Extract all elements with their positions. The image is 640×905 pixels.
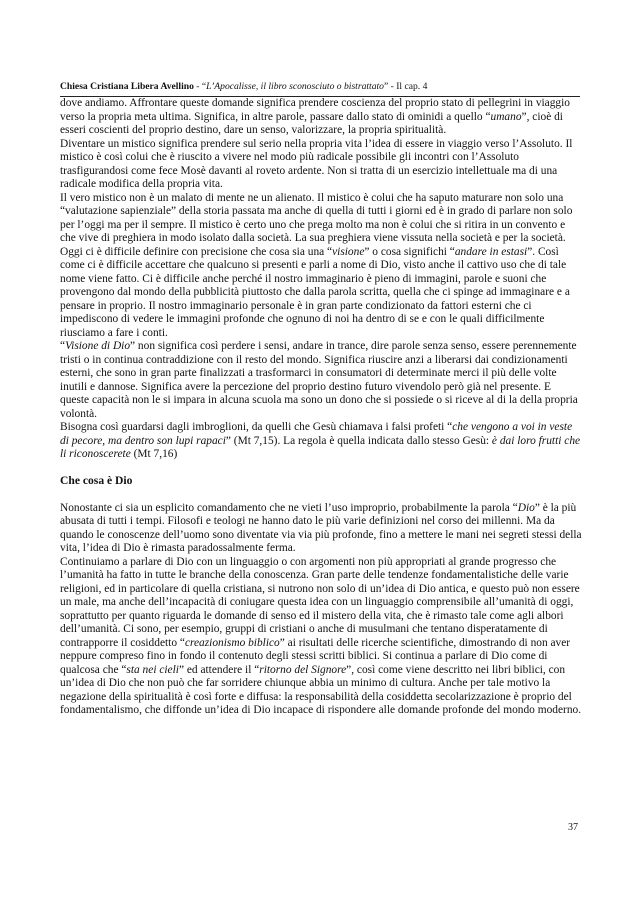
- header-organization: Chiesa Cristiana Libera Avellino: [60, 81, 194, 92]
- text-run: ”. Così come ci è difficile accettare che qualcuno si presenti e parli a nome di Dio, visto anche il cattivo uso che di tale nome viene fatto. Ci è difficile anche perché il nostro immaginario è pieno di immagini, parole e suoni che provengono dal mondo della pubblicità piuttosto che dalla parola scritta, quella che ci spinge ad immaginare e a pensare in proprio. Il nostro immaginario personale è in gran parte condizionato da fattori esterni che ci impediscono di vedere le immagini profonde che ognuno di noi ha dentro di se e con le quali difficilmente riusciamo a fare i conti.: [60, 245, 570, 339]
- italic-text: Visione di Dio: [65, 340, 131, 352]
- header-chapter: ” - Il cap. 4: [383, 81, 428, 92]
- page-body: [60, 97, 582, 718]
- text-run: “: [60, 340, 66, 352]
- text-run: Oggi ci è difficile definire con precisione che cosa sia una “: [60, 245, 333, 258]
- body-paragraphs: [60, 97, 582, 462]
- paragraph: [60, 556, 582, 718]
- italic-text: sta nei cieli: [126, 663, 179, 676]
- text-run: ” (Mt 7,15). La regola è quella indicata dallo stesso Gesù:: [225, 434, 492, 447]
- text-run: ” ai risultati delle ricerche scientifiche, dimostrando di non aver neppure compreso fino in fondo il contenuto degli stessi scritti biblici. Si continua a parlare di Dio come di qualcosa che “: [60, 636, 571, 676]
- text-run: Diventare un mistico significa prendere sul serio nella propria vita l’idea di essere in viaggio verso l’Assoluto. Il mistico è così colui che è riuscito a vivere nel modo più radicale possibile gli incontri con l’Assoluto trasfigurandosi come fece Mosè davanti al roveto ardente. Non si tratta di un esercizio intellettuale ma di una radicale modifica della propria vita.: [60, 137, 573, 190]
- text-run: Il vero mistico non è un malato di mente ne un alienato. Il mistico è colui che ha saputo maturare non solo una “valutazione sapienziale” della storia passata ma anche di quella di tutti i giorni ed è in grado di parlare non solo per l’oggi ma per il sempre. Il mistico è certo uno che prega molto ma non è colui che si ritira in un convento e che vive di preghiera in modo isolato dalla società. La sua preghiera viene vissuta nella società e per la società.: [60, 191, 573, 244]
- text-run: Bisogna così guardarsi dagli imbroglioni, da quelli che Gesù chiamava i falsi profeti “: [60, 421, 453, 433]
- section-paragraphs: [60, 502, 582, 718]
- paragraph: [60, 192, 582, 246]
- italic-text: che vengono a voi in veste di pecore, ma dentro son lupi rapaci: [60, 421, 573, 447]
- text-run: ” o cosa significhi “: [364, 245, 455, 258]
- text-run: ” non significa così perdere i sensi, andare in trance, dire parole senza senso, essere perennemente tristi o in continua contraddizione con il resto del mondo. Significa riuscire anzi a liberarsi dai condizionamenti esterni, che sono in gran parte finalizzati a trasformarci in consumatori di determinate merci il più delle volte inutili e dannose. Significa avere la percezione del proprio destino futuro vivendolo però già nel presente. E queste capacità non le si impara in alcuna scuola ma sono un dono che si possiede o si riceve al di la della propria volontà.: [60, 340, 578, 420]
- paragraph: [60, 97, 582, 138]
- text-run: ”, cioè di esseri coscienti del proprio destino, dare un senso, valorizzare, la propria spiritualità.: [60, 110, 563, 136]
- paragraph: [60, 502, 582, 556]
- italic-text: ritorno del Signore: [259, 663, 347, 676]
- header-separator: - “: [193, 81, 207, 92]
- paragraph: [60, 246, 582, 341]
- italic-text: andare in estasi: [454, 245, 528, 258]
- italic-text: è dai loro frutti che li riconoscerete: [60, 434, 581, 460]
- italic-text: visione: [332, 245, 365, 258]
- text-run: Nonostante ci sia un esplicito comandamento che ne vieti l’uso improprio, probabilmente la parola “: [60, 501, 518, 514]
- text-run: (Mt 7,16): [130, 448, 178, 460]
- italic-text: Dio: [517, 501, 535, 514]
- header-book-title: L’Apocalisse, il libro sconosciuto o bistrattato: [206, 81, 384, 92]
- text-run: Continuiamo a parlare di Dio con un linguaggio o con argomenti non più appropriati al grande progresso che l’umanità ha fatto in tutte le branche della conoscenza. Gran parte delle tendenze fondamentalistiche delle varie religioni, ed in particolare di quella cristiana, si nutrono non solo di un’idea di Dio antica, e questo può non essere un male, ma anche dell’incapacità di coniugare questa idea con un linguaggio comprensibile all’umanità di oggi, soprattutto per quanto riguarda le domande di senso ed il mistero della vita, che è rimasto tale come agli albori dell’umanità. Ci sono, per esempio, gruppi di cristiani o anche di musulmani che tentano disperatamente di contrapporre il cosiddetto “: [60, 555, 580, 649]
- text-run: ”, così come viene descritto nei libri biblici, con un’idea di Dio che non può che far sorridere chiunque abbia un minimo di cultura. Anche per tale motivo la negazione della spiritualità è così forte e diffusa: la responsabilità della cosiddetta secolarizzazione è proprio del fondamentalismo, che diffonde un’idea di Dio incapace di rispondere alle domande profonde del mondo moderno.: [60, 663, 582, 716]
- running-header: [60, 81, 580, 93]
- text-run: dove andiamo. Affrontare queste domande significa prendere coscienza del proprio stato di pellegrini in viaggio verso la propria meta ultima. Significa, in altre parole, passare dallo stato di ominidi a quello “: [60, 97, 570, 123]
- paragraph: [60, 340, 582, 421]
- section-heading: Che cosa è Dio: [60, 473, 133, 487]
- italic-text: creazionismo biblico: [184, 636, 280, 649]
- paragraph: [60, 138, 582, 192]
- text-run: ” ed attendere il “: [178, 663, 260, 676]
- text-run: ” è la più abusata di tutti i tempi. Filosofi e teologi ne hanno dato le più varie definizioni nel corso dei millenni. Ma da quando le conoscenze dell’uomo sono diventate via via più profonde, fino a mettere le mani nei segreti stessi della vita, l’idea di Dio è rimasta paradossalmente ferma.: [60, 501, 582, 554]
- page-number: 37: [568, 822, 578, 833]
- paragraph: [60, 421, 582, 462]
- italic-text: umano: [490, 110, 522, 123]
